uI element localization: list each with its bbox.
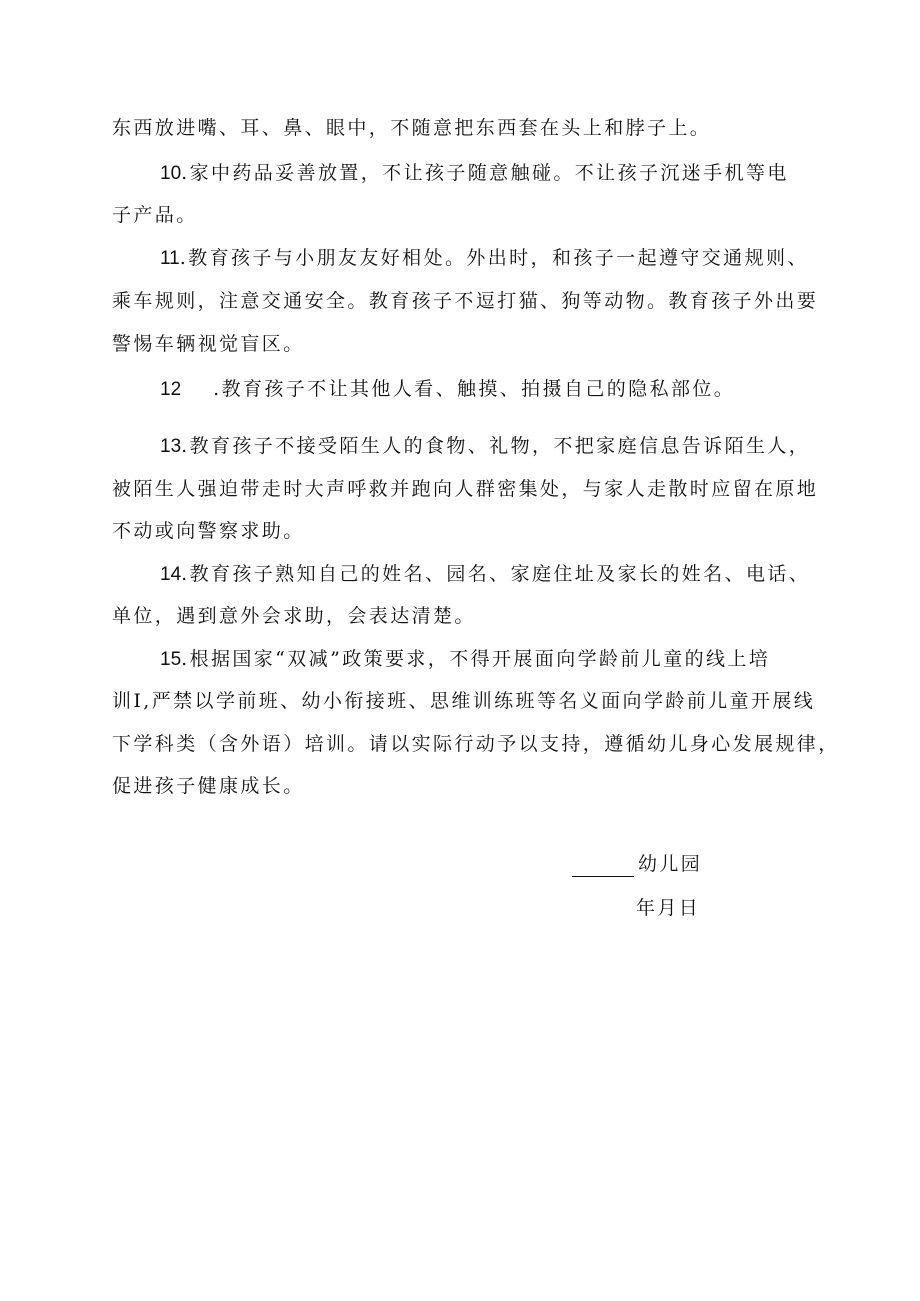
item-15-line-4: 促进孩子健康成长。 xyxy=(112,775,305,797)
item-15-number: 15 xyxy=(160,649,182,670)
signature-date: 年月日 xyxy=(636,897,701,919)
item-14-number: 14 xyxy=(160,564,182,585)
signature-kindergarten: 幼儿园 xyxy=(638,853,703,875)
item-12-number: 12 xyxy=(160,379,182,400)
item-13-line-2: 被陌生人强迫带走时大声呼救并跑向人群密集处，与家人走散时应留在原地 xyxy=(112,478,819,500)
item-11-number: 11 xyxy=(160,248,180,269)
item-10-text-1: .家中药品妥善放置，不让孩子随意触碰。不让孩子沉迷手机等电 xyxy=(181,162,789,184)
item-15-text-1: .根据国家“双减”政策要求，不得开展面向学龄前儿童的线上培 xyxy=(181,648,771,670)
item-10-line-1 xyxy=(160,160,789,187)
item-15-line-1 xyxy=(160,646,770,673)
intro-line: 东西放进嘴、耳、鼻、眼中，不随意把东西套在头上和脖子上。 xyxy=(112,117,712,139)
item-11-text-1: .教育孩子与小朋友友好相处。外出时，和孩子一起遵守交通规则、 xyxy=(179,247,809,269)
item-15-line-2: 训I,严禁以学前班、幼小衔接班、思维训练班等名义面向学龄前儿童开展线 xyxy=(112,690,816,712)
item-15-line-3: 下学科类（含外语）培训。请以实际行动予以支持，遵循幼儿身心发展规律， xyxy=(112,733,840,755)
item-12-text-1: .教育孩子不让其他人看、触摸、拍摄自己的隐私部位。 xyxy=(213,378,736,400)
item-13-line-1 xyxy=(160,433,810,460)
item-10-number: 10 xyxy=(160,163,182,184)
item-11-line-3: 警惕车辆视觉盲区。 xyxy=(112,333,305,355)
item-12-line-1 xyxy=(160,376,735,403)
item-14-text-1: .教育孩子熟知自己的姓名、园名、家庭住址及家长的姓名、电话、 xyxy=(181,563,811,585)
item-13-line-3: 不动或向警察求助。 xyxy=(112,520,305,542)
signature-blank-line xyxy=(572,876,634,877)
item-14-line-2: 单位，遇到意外会求助，会表达清楚。 xyxy=(112,605,476,627)
item-13-text-1: .教育孩子不接受陌生人的食物、礼物，不把家庭信息告诉陌生人， xyxy=(181,435,811,457)
item-14-line-1 xyxy=(160,561,810,588)
item-11-line-1 xyxy=(160,245,809,272)
item-11-line-2: 乘车规则，注意交通安全。教育孩子不逗打猫、狗等动物。教育孩子外出要 xyxy=(112,290,819,312)
item-10-line-2: 子产品。 xyxy=(112,204,198,226)
item-13-number: 13 xyxy=(160,436,182,457)
